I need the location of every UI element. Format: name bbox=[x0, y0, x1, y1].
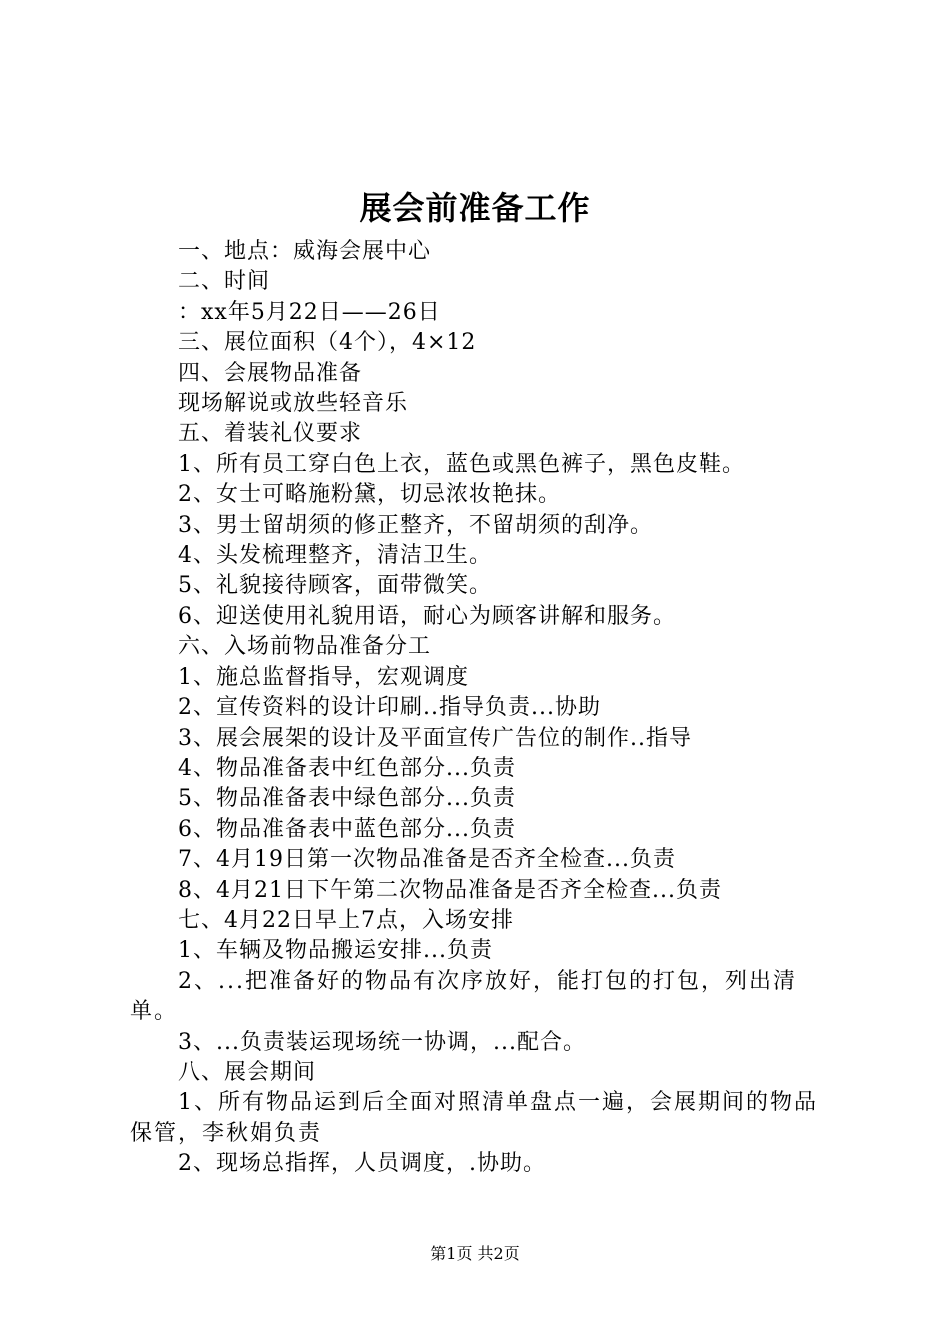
page-footer: 第1页 共2页 bbox=[430, 1244, 520, 1263]
preparation-item: 7、4月19日第一次物品准备是否齐全检查...负责 bbox=[178, 847, 676, 873]
dress-item: 6、迎送使用礼貌用语，耐心为顾客讲解和服务。 bbox=[178, 603, 676, 629]
section-location: 一、地点：威海会展中心 bbox=[178, 239, 432, 264]
dress-item: 2、女士可略施粉黛，切忌浓妆艳抹。 bbox=[178, 482, 561, 508]
dress-item: 4、头发梳理整齐，清洁卫生。 bbox=[178, 543, 492, 569]
time-detail: ：xx年5月22日——26日 bbox=[178, 299, 441, 325]
entry-item: 3、...负责装运现场统一协调，...配合。 bbox=[178, 1029, 586, 1055]
preparation-item: 1、施总监督指导，宏观调度 bbox=[178, 664, 469, 690]
section-exhibition-period: 八、展会期间 bbox=[178, 1059, 317, 1085]
exhibit-items-detail: 现场解说或放些轻音乐 bbox=[178, 391, 409, 417]
section-dress-etiquette: 五、着装礼仪要求 bbox=[178, 421, 363, 447]
preparation-item: 6、物品准备表中蓝色部分...负责 bbox=[178, 816, 516, 842]
exhibition-item: 2、现场总指挥，人员调度，.协助。 bbox=[178, 1151, 546, 1177]
document-body bbox=[130, 237, 830, 1180]
section-exhibit-items: 四、会展物品准备 bbox=[178, 360, 363, 386]
preparation-item: 8、4月21日下午第二次物品准备是否齐全检查...负责 bbox=[178, 877, 722, 903]
preparation-item: 3、展会展架的设计及平面宣传广告位的制作..指导 bbox=[178, 725, 692, 751]
section-booth-area: 三、展位面积（4个），4×12 bbox=[178, 330, 477, 356]
dress-item: 3、男士留胡须的修正整齐，不留胡须的刮净。 bbox=[178, 512, 653, 538]
section-time: 二、时间 bbox=[178, 269, 271, 295]
document-title: 展会前准备工作 bbox=[359, 189, 591, 227]
dress-item: 1、所有员工穿白色上衣，蓝色或黑色裤子，黑色皮鞋。 bbox=[178, 451, 745, 477]
preparation-item: 4、物品准备表中红色部分...负责 bbox=[178, 755, 516, 781]
section-entry-arrangement: 七、4月22日早上7点，入场安排 bbox=[178, 907, 514, 933]
preparation-item: 5、物品准备表中绿色部分...负责 bbox=[178, 786, 516, 812]
section-preparation-division: 六、入场前物品准备分工 bbox=[178, 634, 432, 660]
dress-item: 5、礼貌接待顾客，面带微笑。 bbox=[178, 573, 492, 599]
entry-item: 2、...把准备好的物品有次序放好，能打包的打包，列出清单。 bbox=[130, 968, 797, 1025]
exhibition-item: 1、所有物品运到后全面对照清单盘点一遍，会展期间的物品保管，李秋娟负责 bbox=[130, 1090, 818, 1146]
preparation-item: 2、宣传资料的设计印刷..指导负责...协助 bbox=[178, 695, 601, 721]
entry-item: 1、车辆及物品搬运安排...负责 bbox=[178, 938, 493, 964]
